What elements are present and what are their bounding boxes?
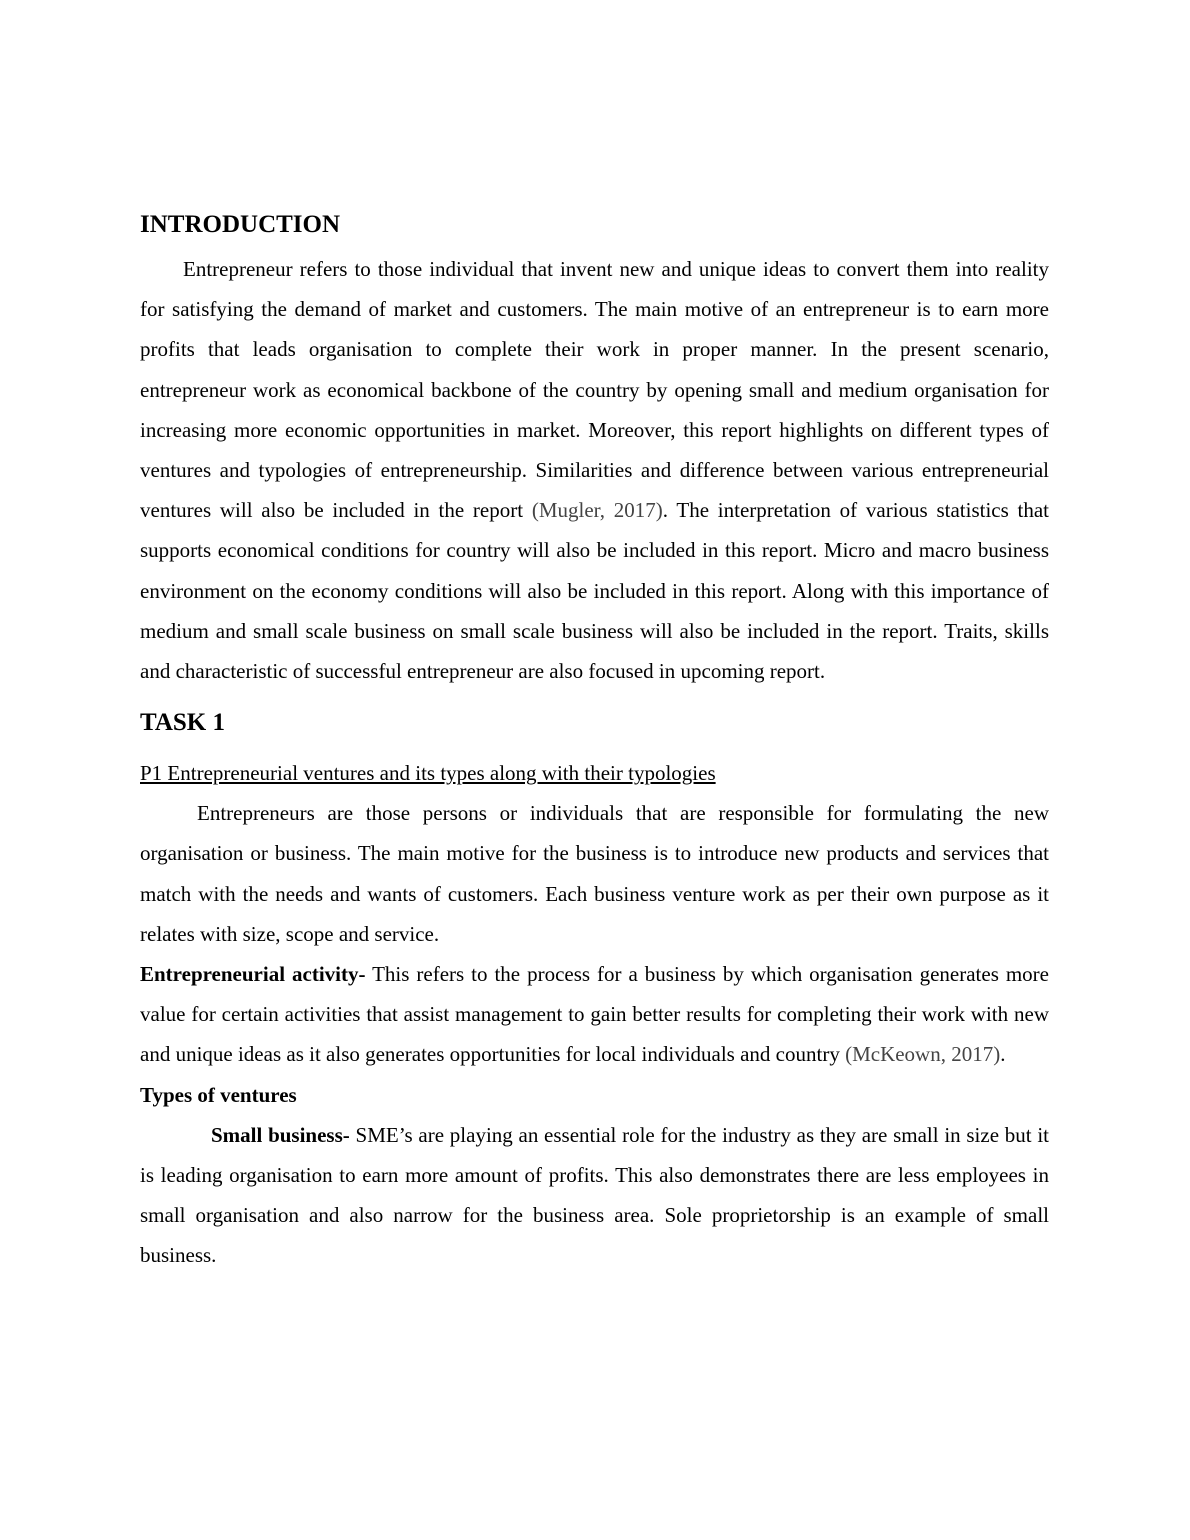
entrepreneurial-activity-text: This refers to the process for a business by which organisation generates more value for certain activities that assist management to gain better results for completing their work with new and unique ideas as it also generates opportunities for local individuals and country [140,962,1049,1067]
introduction-text-1: Entrepreneur refers to those individual that invent new and unique ideas to convert them into reality for satisfying the demand of market and customers. The main motive of an entrepreneur is to earn more profits that leads organisation to complete their work in proper manner. In the present scenario, entrepreneur work as economical backbone of the country by opening small and medium organisation for increasing more economic opportunities in market. Moreover, this report highlights on different types of ventures and typologies of entrepreneurship. Similarities and difference between various entrepreneurial ventures will also be included in the report [140,257,1049,523]
small-business-paragraph [140,1115,1049,1276]
p1-paragraph: Entrepreneurs are those persons or individuals that are responsible for formulating the new organisation or business. The main motive for the business is to introduce new products and services that match with the needs and wants of customers. Each business venture work as per their own purpose as it relates with size, scope and service. [140,801,1049,946]
introduction-paragraph [140,249,1049,691]
task1-heading: TASK 1 [140,709,225,737]
entrepreneurial-activity-paragraph [140,954,1049,1075]
citation-mckeown: (McKeown, 2017) [845,1042,1001,1067]
entrepreneurial-activity-end: . [1000,1042,1006,1067]
types-of-ventures-heading: Types of ventures [140,1082,297,1107]
entrepreneurial-activity-label: Entrepreneurial activity- [140,962,366,987]
introduction-heading: INTRODUCTION [140,211,341,238]
introduction-text-2: . The interpretation of various statistics that supports economical conditions for country will also be included in this report. Micro and macro business environment on the economy conditions will also be included in this report. Along with this importance of medium and small scale business on small scale business will also be included in the report. Traits, skills and characteristic of successful entrepreneur are also focused in upcoming report. [140,498,1050,684]
citation-mugler: (Mugler, 2017) [531,498,663,523]
small-business-label: Small business- [211,1122,350,1147]
document-page [140,207,1049,1276]
p1-subheading: P1 Entrepreneurial ventures and its types along with their typologies [140,761,716,786]
small-business-text: SME’s are playing an essential role for the industry as they are small in size but it is leading organisation to earn more amount of profits. This also demonstrates there are less employees in small organisation and also narrow for the business area. Sole proprietorship is an example of small business. [140,1122,1049,1268]
